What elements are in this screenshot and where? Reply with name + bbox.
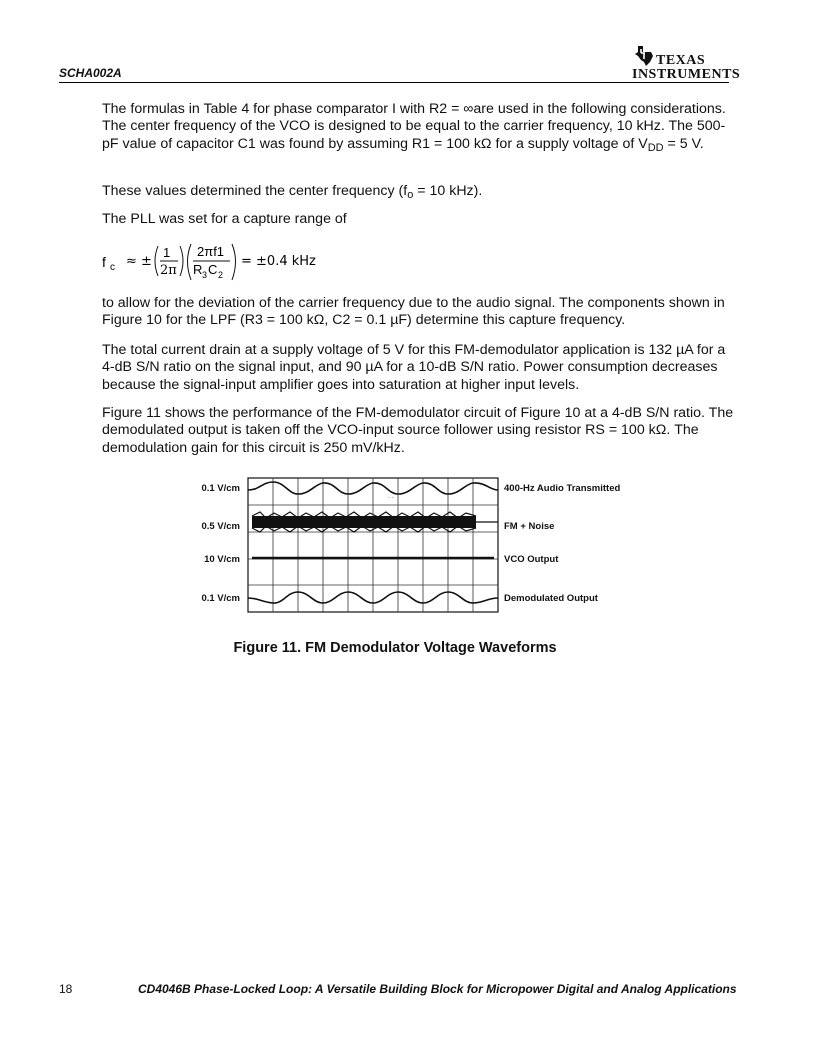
trace-1-scale: 0.1 V/cm <box>201 483 240 494</box>
paragraph-4: to allow for the deviation of the carrier frequency due to the audio signal. The components shown in Figure 10 for the LPF (R3 = 100 kΩ, C2 = 0.1 µF) determine this capture frequency. <box>102 295 725 329</box>
eq-frac2-num: 2πf1 <box>197 244 225 259</box>
figure-caption: Figure 11. FM Demodulator Voltage Waveforms <box>233 640 557 656</box>
trace-fm-noise <box>252 512 476 532</box>
svg-text:. .: . . <box>388 493 394 500</box>
texas-state-icon <box>632 44 656 68</box>
waveform-figure <box>170 472 650 622</box>
paragraph-5: The total current drain at a supply voltage of 5 V for this FM-demodulator application is 132 µA for a 4-dB S/N ratio on the signal input, and 90 µA for a 10-dB S/N ratio. Power consumption decreases because the signal-input amplifier goes into saturation at higher input levels. <box>102 342 726 393</box>
paragraph-6: Figure 11 shows the performance of the FM-demodulator circuit of Figure 10 at a 4-dB S/N ratio. The demodulated output is taken off the VCO-input source follower using resistor RS = 100 kΩ. The demodulation gain for this circuit is 250 mV/kHz. <box>102 405 734 456</box>
eq-c: C <box>208 262 218 277</box>
eq-r-sub: 3 <box>202 270 208 280</box>
footer-title: CD4046B Phase-Locked Loop: A Versatile Building Block for Micropower Digital and Analog Applications <box>138 982 737 996</box>
document-code: SCHA002A <box>59 66 122 80</box>
capture-range-equation <box>102 240 362 284</box>
eq-lhs: f <box>102 254 106 270</box>
eq-rhs: = ±0.4 kHz <box>241 254 316 269</box>
eq-frac1-num: 1 <box>163 245 171 260</box>
trace-4-label: Demodulated Output <box>504 593 598 604</box>
trace-2-scale: 0.5 V/cm <box>201 521 240 532</box>
trace-1-label: 400-Hz Audio Transmitted <box>504 483 621 494</box>
ti-logo <box>632 44 741 84</box>
paragraph-3: The PLL was set for a capture range of <box>102 211 347 227</box>
eq-c-sub: 2 <box>218 270 224 280</box>
eq-lhs-sub: c <box>110 262 115 273</box>
page-number: 18 <box>59 982 73 996</box>
logo-word-instruments: INSTRUMENTS <box>632 67 741 82</box>
logo-word-texas: TEXAS <box>656 53 706 68</box>
paragraph-1: The formulas in Table 4 for phase comparator I with R2 = ∞are used in the following considerations. The center frequency of the VCO is designed to be equal to the carrier frequency, 10 kHz. The 500-pF value of capacitor C1 was found by assuming R1 = 100 kΩ for a supply voltage of $V_{DD} = 5$ V. <box>102 101 726 154</box>
eq-approx: ≈ ± <box>126 254 152 269</box>
eq-r: R <box>193 262 203 277</box>
trace-3-scale: 10 V/cm <box>204 554 240 565</box>
header-rule <box>59 82 729 83</box>
paragraph-2: These values determined the center frequency ($f_o = 10$ kHz). <box>102 183 483 201</box>
trace-4-scale: 0.1 V/cm <box>201 593 240 604</box>
eq-frac1-den: 2π <box>160 263 177 278</box>
trace-2-label: FM + Noise <box>504 521 555 532</box>
scope-grid <box>248 478 498 612</box>
trace-3-label: VCO Output <box>504 554 559 565</box>
